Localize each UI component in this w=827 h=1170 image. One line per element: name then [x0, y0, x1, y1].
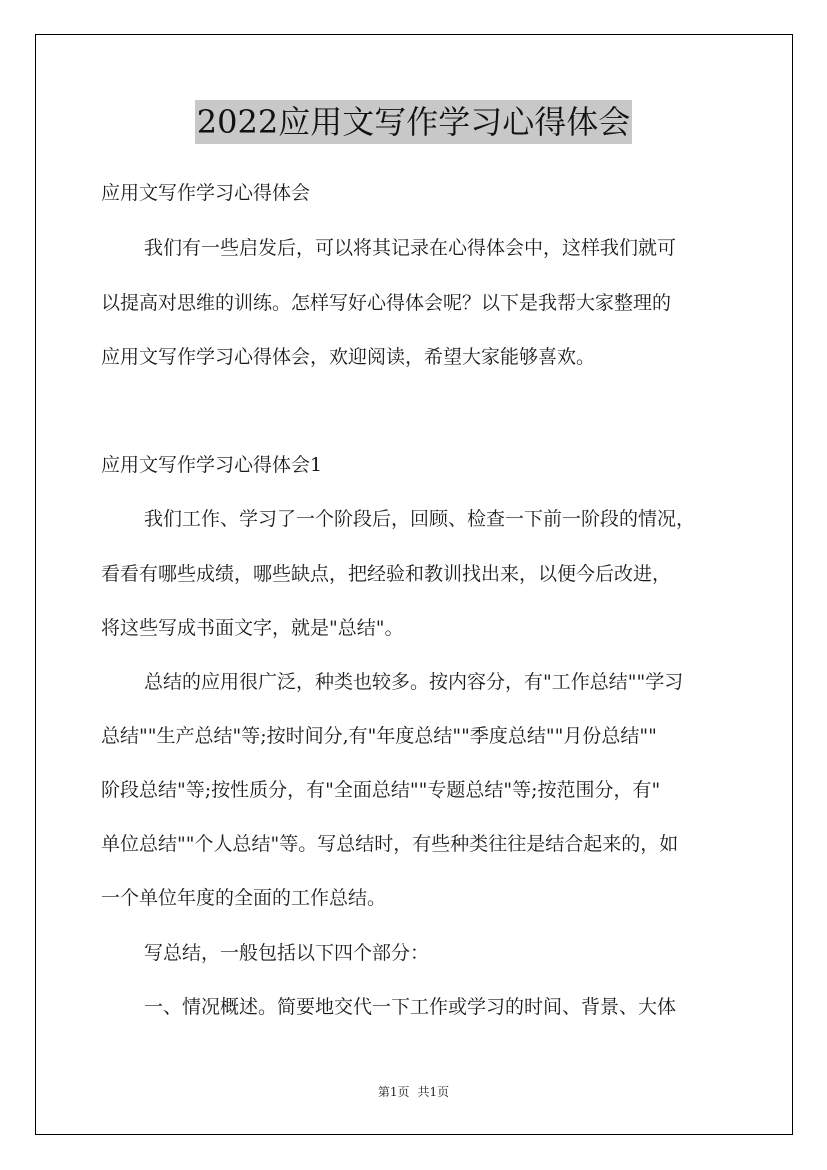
para1-line-3: 将这些写成书面文字，就是"总结"。 [101, 617, 404, 639]
page-footer [0, 1083, 827, 1100]
para2-line-2: 总结""生产总结"等;按时间分,有"年度总结""季度总结""月份总结"" [101, 725, 657, 747]
title-container [0, 100, 827, 144]
para4-line-1: 一、情况概述。简要地交代一下工作或学习的时间、背景、大体 [144, 996, 677, 1018]
para2-line-4: 单位总结""个人总结"等。写总结时，有些种类往往是结合起来的，如 [101, 833, 679, 855]
para2-line-3: 阶段总结"等;按性质分，有"全面总结""专题总结"等;按范围分，有" [101, 779, 661, 801]
intro-line-3: 应用文写作学习心得体会，欢迎阅读，希望大家能够喜欢。 [101, 346, 596, 368]
para3-line-1: 写总结，一般包括以下四个部分： [144, 942, 430, 964]
document-title: 2022应用文写作学习心得体会 [195, 100, 632, 144]
para1-line-2: 看看有哪些成绩，哪些缺点，把经验和教训找出来，以便今后改进， [101, 563, 672, 585]
intro-line-2: 以提高对思维的训练。怎样写好心得体会呢？以下是我帮大家整理的 [101, 292, 672, 314]
document-subtitle: 应用文写作学习心得体会 [101, 182, 311, 204]
section-heading: 应用文写作学习心得体会1 [101, 454, 323, 476]
page-total: 共1页 [417, 1085, 450, 1099]
para2-line-1: 总结的应用很广泛，种类也较多。按内容分，有"工作总结""学习 [144, 671, 684, 693]
para2-line-5: 一个单位年度的全面的工作总结。 [101, 887, 387, 909]
page-number: 第1页 [377, 1085, 410, 1099]
intro-line-1: 我们有一些启发后，可以将其记录在心得体会中，这样我们就可 [144, 237, 677, 259]
para1-line-1: 我们工作、学习了一个阶段后，回顾、检查一下前一阶段的情况， [144, 508, 696, 530]
